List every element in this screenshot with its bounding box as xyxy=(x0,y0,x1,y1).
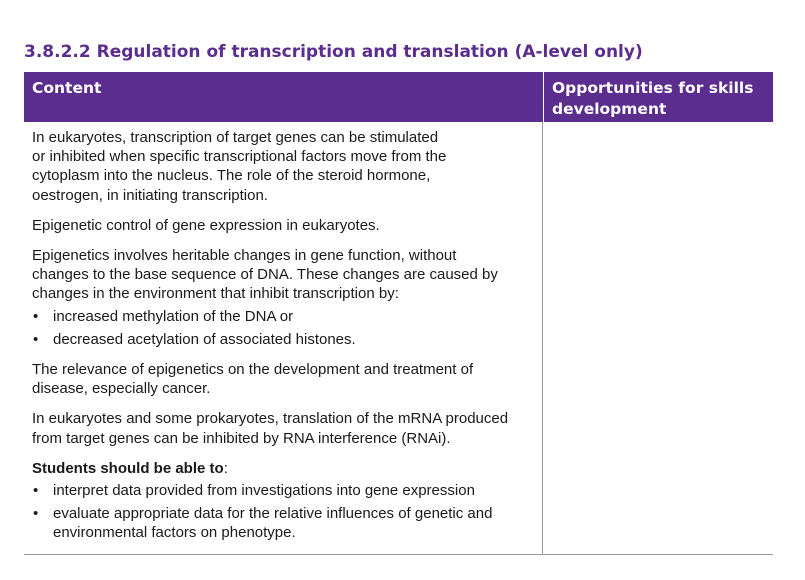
bullet-icon: • xyxy=(33,330,39,348)
text-line: The relevance of epigenetics on the development and treatment of xyxy=(32,361,474,379)
students-bullet-list xyxy=(32,481,536,543)
specification-table xyxy=(24,72,773,555)
students-heading-colon: : xyxy=(223,459,228,477)
skills-header-line-1: Opportunities for skills xyxy=(552,79,754,97)
students-heading xyxy=(32,459,536,478)
list-item-text-line: environmental factors on phenotype. xyxy=(53,524,296,542)
list-item xyxy=(32,330,536,349)
text-line: cytoplasm into the nucleus. The role of the steroid hormone, xyxy=(32,167,431,185)
epigenetics-bullet-list xyxy=(32,307,536,349)
table-header-row xyxy=(24,72,773,122)
list-item-text: interpret data provided from investigations into gene expression xyxy=(53,482,475,500)
text-line: oestrogen, in initiating transcription. xyxy=(32,186,268,204)
text-line: In eukaryotes, transcription of target genes can be stimulated xyxy=(32,129,439,146)
skills-cell xyxy=(543,122,773,554)
text-line: from target genes can be inhibited by RNA interference (RNAi). xyxy=(32,429,451,447)
list-item-text: decreased acetylation of associated histones. xyxy=(53,330,356,348)
text-line: In eukaryotes and some prokaryotes, translation of the mRNA produced xyxy=(32,410,509,428)
students-heading-text: Students should be able to xyxy=(32,459,224,477)
text-line: or inhibited when specific transcriptional factors move from the xyxy=(32,148,447,166)
text-line: changes in the environment that inhibit transcription by: xyxy=(32,285,399,303)
skills-column-header xyxy=(543,72,773,122)
list-item xyxy=(32,481,536,500)
content-column-header: Content xyxy=(32,79,102,97)
list-item xyxy=(32,504,536,542)
section-title: 3.8.2.2 Regulation of transcription and translation (A-level only) xyxy=(24,42,643,62)
epigenetics-relevance-paragraph xyxy=(32,360,536,398)
bullet-icon: • xyxy=(33,505,39,523)
text-line: changes to the base sequence of DNA. These changes are caused by xyxy=(32,266,498,284)
epigenetic-control-paragraph: Epigenetic control of gene expression in eukaryotes. xyxy=(32,216,380,234)
text-line: disease, especially cancer. xyxy=(32,380,211,398)
table-body-row xyxy=(24,122,773,555)
text-line: Epigenetics involves heritable changes in gene function, without xyxy=(32,247,457,265)
content-cell xyxy=(24,122,543,554)
rna-interference-paragraph xyxy=(32,409,536,447)
epigenetics-definition-paragraph xyxy=(32,246,536,304)
skills-header-line-2: development xyxy=(552,100,667,118)
bullet-icon: • xyxy=(33,482,39,500)
list-item xyxy=(32,307,536,326)
transcription-factors-paragraph xyxy=(32,128,536,205)
list-item-text-line: evaluate appropriate data for the relative influences of genetic and xyxy=(53,505,493,523)
list-item-text: increased methylation of the DNA or xyxy=(53,307,294,325)
bullet-icon: • xyxy=(33,307,39,325)
